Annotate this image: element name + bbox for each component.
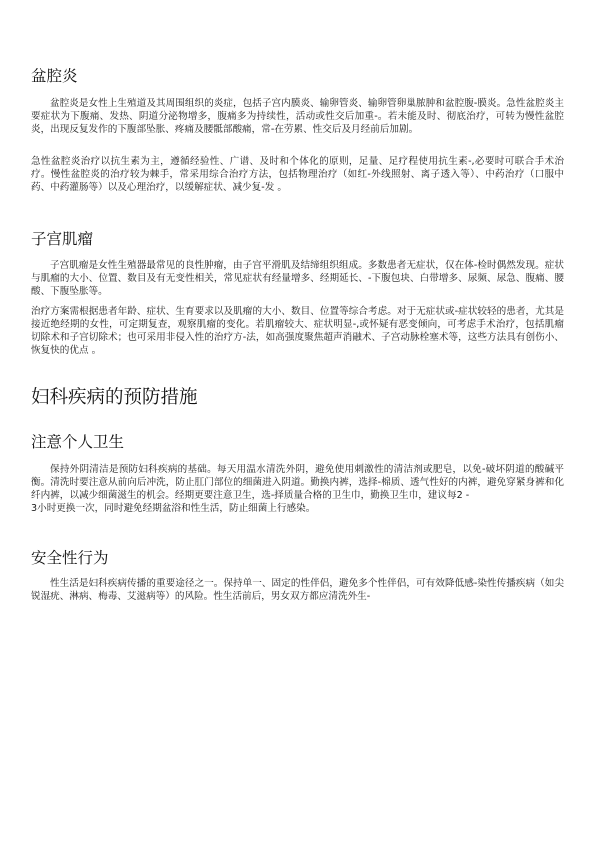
heading-safe-sex: 安全性行为 <box>31 549 109 567</box>
heading-prevention-measures: 妇科疾病的预防措施 <box>31 387 198 408</box>
paragraph-personal-hygiene: 保持外阴清洁是预防妇科疾病的基础。每天用温水清洗外阴，避免使用刺激性的清洁剂或肥皂，以免-破坏阴道的酸碱平衡。清洗时要注意从前向后冲洗，防止肛门部位的细菌进入阴道。勤换内裤，选择-棉质、透气性好的内裤，避免穿紧身裤和化纤内裤，以减少细菌滋生的机会。经期更要注意卫生，选-择质量合格的卫生巾，勤换卫生巾，建议每2 - 3小时更换一次，同时避免经期盆浴和性生活，防止细菌上行感染。 <box>31 464 564 514</box>
paragraph-pid-symptoms: 盆腔炎是女性上生殖道及其周围组织的炎症，包括子宫内膜炎、输卵管炎、输卵管卵巢脓肿和盆腔腹-膜炎。急性盆腔炎主要症状为下腹痛、发热、阴道分泌物增多，腹痛多为持续性，活动或性交后加重-。若未能及时、彻底治疗，可转为慢性盆腔炎，出现反复发作的下腹部坠胀、疼痛及腰骶部酸痛，常-在劳累、性交后及月经前后加剧。 <box>31 98 564 135</box>
paragraph-fibroid-symptoms: 子宫肌瘤是女性生殖器最常见的良性肿瘤，由子宫平滑肌及结缔组织组成。多数患者无症状，仅在体-检时偶然发现。症状与肌瘤的大小、位置、数目及有无变性相关，常见症状有经量增多、经期延长、-下腹包块、白带增多、尿频、尿急、腹痛、腰酸、下腹坠胀等。 <box>31 260 564 297</box>
heading-uterine-fibroids: 子宫肌瘤 <box>31 230 94 248</box>
heading-pelvic-inflammatory-disease: 盆腔炎 <box>31 67 78 85</box>
paragraph-pid-treatment: 急性盆腔炎治疗以抗生素为主，遵循经验性、广谱、及时和个体化的原则，足量、足疗程使用抗生素-,必要时可联合手术治疗。慢性盆腔炎的治疗较为棘手，常采用综合治疗方法，包括物理治疗（如红-外线照射、离子透入等）、中药治疗（口服中药、中药灌肠等）以及心理治疗，以缓解症状、减少复-发 。 <box>31 156 564 193</box>
paragraph-safe-sex: 性生活是妇科疾病传播的重要途径之一。保持单一、固定的性伴侣，避免多个性伴侣，可有效降低感-染性传播疾病（如尖锐湿疣、淋病、梅毒、艾滋病等）的风险。性生活前后，男女双方都应清洗外生- <box>31 578 564 602</box>
paragraph-fibroid-treatment: 治疗方案需根据患者年龄、症状、生育要求以及肌瘤的大小、数目、位置等综合考虑。对于无症状或-症状较轻的患者，尤其是接近绝经期的女性，可定期复查，观察肌瘤的变化。若肌瘤较大、症状明显-,或怀疑有恶变倾向，可考虑手术治疗，包括肌瘤切除术和子宫切除术；也可采用非侵入性的治疗方-法，如高强度聚焦超声消融术、子宫动脉栓塞术等，这些方法具有创伤小、恢复快的优点 。 <box>31 306 564 356</box>
heading-personal-hygiene: 注意个人卫生 <box>31 433 125 451</box>
